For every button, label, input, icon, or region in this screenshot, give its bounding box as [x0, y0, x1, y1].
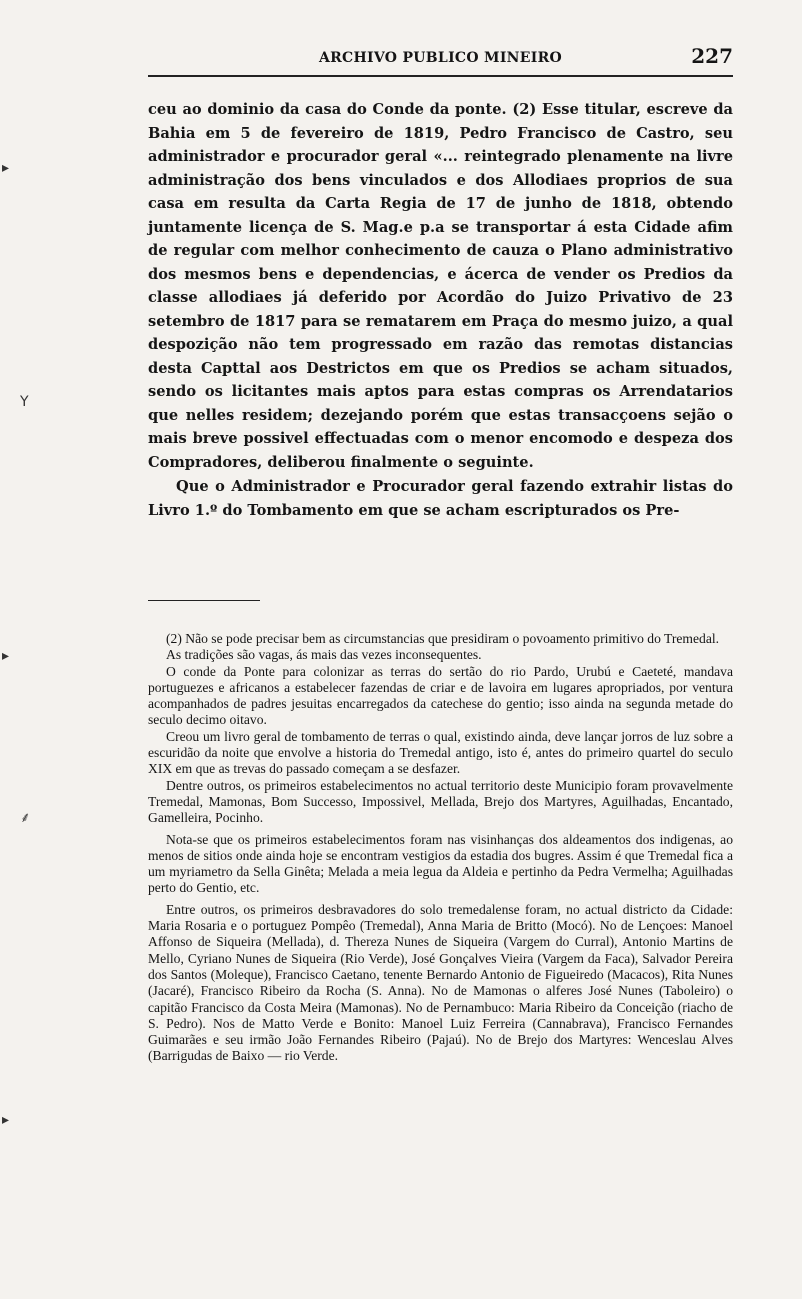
page-header	[148, 44, 733, 72]
footnote-paragraph: Dentre outros, os primeiros estabelecimentos no actual territorio deste Municipio foram provavelmente Tremedal, Mamonas, Bom Successo, Impossivel, Mellada, Brejo dos Martyres, Aguilhadas, Encantado, Gamelleira, Pocinho.	[148, 777, 733, 826]
footnotes	[148, 631, 733, 1065]
page-number: 227	[691, 44, 733, 68]
margin-mark: ▸	[2, 1112, 10, 1128]
footnote-rule	[148, 600, 260, 601]
running-title: ARCHIVO PUBLICO MINEIRO	[318, 50, 563, 66]
footnote-paragraph: Nota-se que os primeiros estabelecimentos foram nas visinhanças dos aldeamentos dos indigenas, ao menos de sitios onde ainda hoje se encontram vestigios da estadia dos bugres. Assim é que Tremedal fica a um myriametro da Sella Ginêta; Melada a meia legua da Aldeia e pertinho da Pedra Vermelha; Aguilhadas perto do Gentio, etc.	[148, 831, 733, 896]
margin-mark: Y	[20, 394, 29, 410]
margin-mark: ⸙	[20, 810, 31, 826]
margin-mark: ▸	[2, 648, 10, 664]
main-paragraph: ceu ao dominio da casa do Conde da ponte. (2) Esse titular, escreve da Bahia em 5 de fevereiro de 1819, Pedro Francisco de Castro, seu administrador e procurador geral «... reintegrado plenamente na livre administração dos bens vinculados e dos Allodiaes proprios de sua casa em resulta da Carta Regia de 17 de junho de 1818, obtendo juntamente licença de S. Mag.e p.a se transportar á esta Cidade afim de regular com melhor conhecimento de cauza o Plano administrativo dos mesmos bens e dependencias, e ácerca de vender os Predios da classe allodiaes já deferido por Acordão do Juizo Privativo de 23 setembro de 1817 para se rematarem em Praça do mesmo juizo, a qual despozição não tem progressado em razão das remotas distancias desta Capttal aos Destrictos em que os Predios se acham situados, sendo os licitantes mais aptos para estas compras os Arrendatarios que nelles residem; dezejando porém que estas transacçoens sejão o mais breve possivel effectuadas com o menor encomodo e despeza dos Compradores, deliberou finalmente o seguinte.	[148, 101, 733, 471]
footnote-paragraph: Entre outros, os primeiros desbravadores do solo tremedalense foram, no actual districto da Cidade: Maria Rosaria e o portuguez Pompêo (Tremedal), Anna Maria de Britto (Mocó). No de Lençoes: Manoel Affonso de Siqueira (Mellada), d. Thereza Nunes de Siqueira (Vargem do Curral), Antonio Martins de Mello, Cyriano Nunes de Siqueira (Rio Verde), José Gonçalves Vieira (Vargem da Faca), Salvador Pereira dos Santos (Moleque), Francisco Caetano, tenente Bernardo Antonio de Figueiredo (Macacos), Rita Nunes (Jacaré), Francisco Ribeiro da Rocha (S. Anna). No de Mamonas o alferes José Nunes (Taboleiro) o capitão Francisco da Costa Meira (Mamonas). No de Pernambuco: Maria Ribeiro da Conceição (riacho de S. Pedro). Nos de Matto Verde e Bonito: Manoel Luiz Ferreira (Cannabrava), Francisco Fernandes Guimarães e seu irmão João Fernandes Ribeiro (Pajaú). No de Brejo dos Martyres: Wenceslau Alves (Barrigudas de Baixo — rio Verde.	[148, 901, 733, 1064]
main-text	[148, 98, 733, 522]
footnote-paragraph: Creou um livro geral de tombamento de terras o qual, existindo ainda, deve lançar jorros de luz sobre a escuridão da noite que envolve a historia do Tremedal antigo, isto é, antes do primeiro quartel do seculo XIX em que as trevas do passado começam a se desfazer.	[148, 728, 733, 777]
margin-mark: ▸	[2, 160, 10, 176]
main-paragraph: Que o Administrador e Procurador geral fazendo extrahir listas do Livro 1.º do Tombamento em que se acham escripturados os Pre-	[148, 478, 733, 519]
footnote-paragraph: O conde da Ponte para colonizar as terras do sertão do rio Pardo, Urubú e Caeteté, mandava portuguezes e africanos a estabelecer fazendas de criar e de lavoira em lugares apropriados, por ventura acompanhados de padres jesuitas encarregados da catechese do gentio; isso ainda na segunda metade do seculo decimo oitavo.	[148, 663, 733, 728]
footnote-paragraph: (2) Não se pode precisar bem as circumstancias que presidiram o povoamento primitivo do Tremedal.	[166, 631, 720, 646]
footnote-paragraph: As tradições são vagas, ás mais das vezes inconsequentes.	[166, 647, 482, 663]
header-rule	[148, 75, 733, 77]
